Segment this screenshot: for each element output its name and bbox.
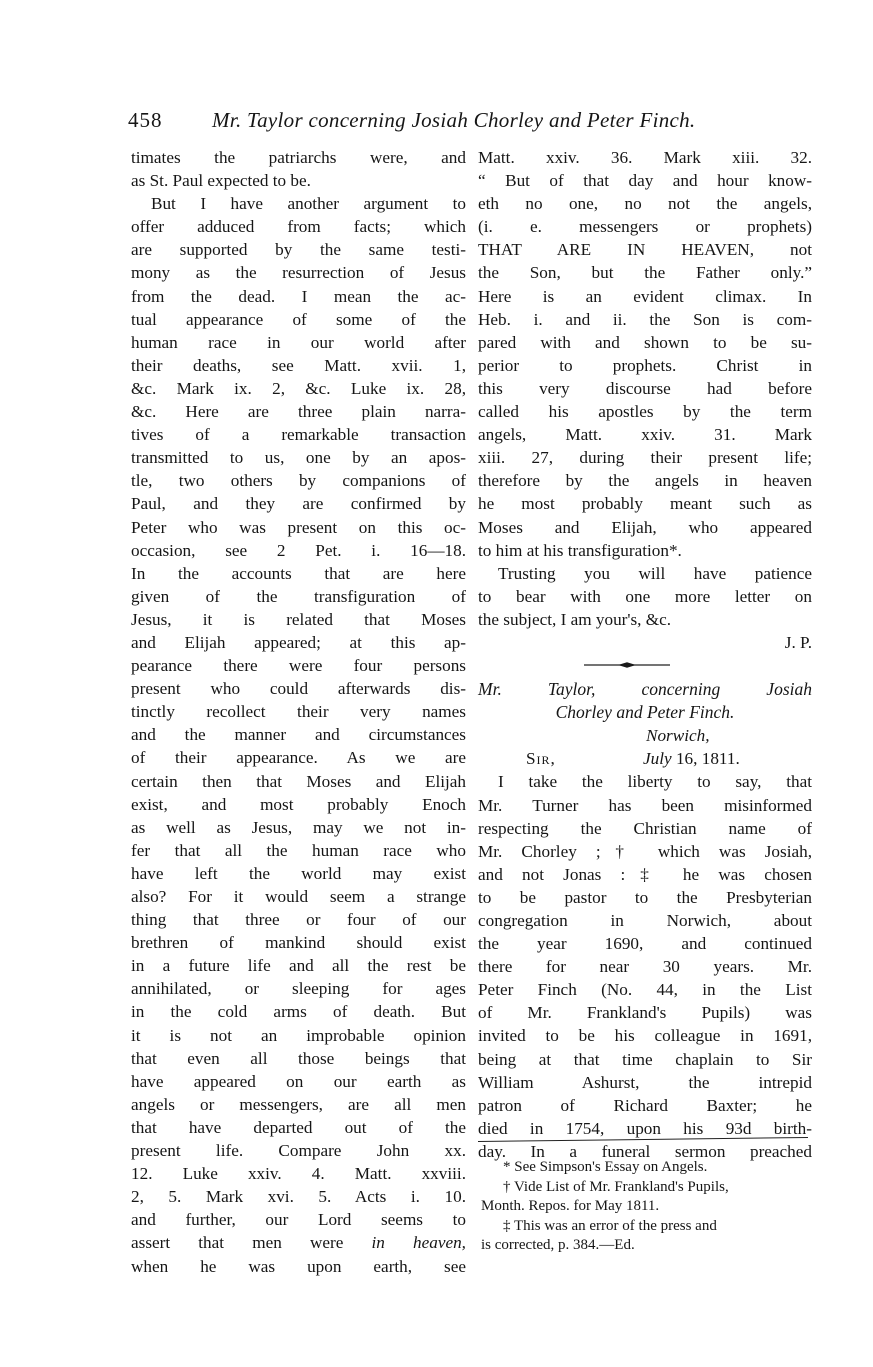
- date-day-year: 16, 1811.: [671, 749, 740, 769]
- signature: J. P.: [784, 632, 812, 652]
- text-line: and Elijah appeared; at this ap-: [131, 632, 466, 652]
- text-line: offer adduced from facts; which: [131, 217, 466, 237]
- text-line: congregation in Norwich, about: [478, 911, 812, 930]
- text-line: THAT ARE IN HEAVEN, not: [478, 240, 812, 260]
- text-line: In the accounts that are here: [131, 563, 466, 583]
- text-line: of their appearance. As we are: [131, 748, 466, 768]
- text-line: being at that time chaplain to Sir: [478, 1049, 812, 1069]
- text-line: respecting the Christian name of: [478, 818, 812, 838]
- running-title: Mr. Taylor concerning Josiah Chorley and Peter Finch.: [212, 108, 696, 132]
- text-line: Jesus, it is related that Moses: [131, 609, 466, 629]
- text-line: brethren of mankind should exist: [131, 933, 466, 953]
- text-line: have appeared on our earth as: [131, 1071, 466, 1091]
- text-line: the subject, I am your's, &c.: [478, 609, 672, 629]
- text-line: “ But of that day and hour know-: [478, 171, 812, 191]
- text-line: to bear with one more letter on: [478, 586, 812, 606]
- ornament-rule-icon: [584, 660, 670, 670]
- text-line: Here is an evident climax. In: [478, 286, 812, 306]
- text-line: to be pastor to the Presbyterian: [478, 887, 812, 907]
- text-line: 2, 5. Mark xvi. 5. Acts i. 10.: [131, 1187, 466, 1207]
- text-line: tual appearance of some of the: [131, 309, 466, 329]
- text-line: there for near 30 years. Mr.: [478, 957, 812, 977]
- date-month: July: [643, 749, 672, 769]
- text-line: &c. Mark ix. 2, &c. Luke ix. 28,: [131, 378, 466, 398]
- text-line: fer that all the human race who: [131, 840, 466, 860]
- text-line: exist, and most probably Enoch: [131, 794, 466, 814]
- text-line: invited to be his colleague in 1691,: [478, 1026, 812, 1046]
- footnotes: [481, 1158, 811, 1256]
- text-line: tinctly recollect their very names: [131, 702, 466, 722]
- text-line: Mr. Chorley ;† which was Josiah,: [478, 841, 812, 861]
- text-line: William Ashurst, the intrepid: [478, 1072, 812, 1092]
- text-line: 12. Luke xxiv. 4. Matt. xxviii.: [131, 1164, 466, 1184]
- text-line: he most probably meant such as: [478, 494, 812, 514]
- text-line: to him at his transfiguration*.: [478, 540, 682, 560]
- text-line: xiii. 27, during their present life;: [478, 448, 812, 468]
- text-line: as well as Jesus, may we not in-: [131, 817, 466, 837]
- running-header: [128, 103, 768, 137]
- text-line: that have departed out of the: [131, 1117, 466, 1137]
- text-line: are supported by the same testi-: [131, 240, 466, 260]
- text-line: Peter Finch (No. 44, in the List: [478, 980, 812, 1000]
- page-number: 458: [128, 108, 163, 132]
- footnote-asterisk: * See Simpson's Essay on Angels.: [503, 1159, 708, 1175]
- text-line: mony as the resurrection of Jesus: [131, 263, 466, 283]
- text-line: occasion, see 2 Pet. i. 16—18.: [131, 540, 466, 560]
- text-line: and not Jonas :‡ he was chosen: [478, 864, 812, 884]
- text-line: have left the world may exist: [131, 863, 466, 883]
- text-line: and further, our Lord seems to: [131, 1210, 466, 1230]
- text-line: as St. Paul expected to be.: [131, 171, 311, 191]
- text-line: Peter who was present on this oc-: [131, 517, 466, 537]
- text-line: the year 1690, and continued: [478, 934, 812, 954]
- text-line: thing that three or four of our: [131, 910, 466, 930]
- text-line: [131, 1231, 466, 1254]
- text-line: tives of a remarkable transaction: [131, 425, 466, 445]
- text-line: Matt. xxiv. 36. Mark xiii. 32.: [478, 148, 812, 167]
- left-column: [131, 146, 466, 1278]
- paragraph-start-line: I take the liberty to say, that: [498, 772, 812, 792]
- text-line: perior to prophets. Christ in: [478, 355, 812, 375]
- text-line: the Son, but the Father only.”: [478, 263, 812, 283]
- text-line: tle, two others by companions of: [131, 471, 466, 491]
- text-line: Moses and Elijah, who appeared: [478, 517, 812, 537]
- text-line: eth no one, no not the angels,: [478, 194, 812, 214]
- text-line: pearance there were four persons: [131, 656, 466, 676]
- text-line: when he was upon earth, see: [131, 1256, 466, 1276]
- text-line: called his apostles by the term: [478, 402, 812, 422]
- footnote-double-dagger-cont: is corrected, p. 384.—Ed.: [481, 1237, 635, 1254]
- text-line: present life. Compare John xx.: [131, 1141, 466, 1161]
- text-line: certain then that Moses and Elijah: [131, 771, 466, 791]
- article-title-line: Mr. Taylor, concerning Josiah: [478, 679, 812, 700]
- paragraph-start-line: But I have another argument to: [151, 194, 466, 214]
- text-line: and the manner and circumstances: [131, 725, 466, 745]
- footnote-dagger-cont: Month. Repos. for May 1811.: [481, 1198, 660, 1215]
- text-line: given of the transfiguration of: [131, 586, 466, 606]
- text-fragment: assert that men were: [131, 1233, 372, 1253]
- section-divider-ornament: [478, 654, 812, 678]
- text-line: &c. Here are three plain narra-: [131, 402, 466, 422]
- text-line: from the dead. I mean the ac-: [131, 286, 466, 306]
- text-line: in the cold arms of death. But: [131, 1002, 466, 1022]
- text-line: this very discourse had before: [478, 378, 812, 398]
- text-line: angels or messengers, are all men: [131, 1094, 466, 1114]
- text-line: Paul, and they are confirmed by: [131, 494, 466, 514]
- italic-emphasis: in heaven,: [371, 1233, 466, 1253]
- text-line: their deaths, see Matt. xvii. 1,: [131, 355, 466, 375]
- text-line: in a future life and all the rest be: [131, 956, 466, 976]
- text-line: also? For it would seem a strange: [131, 887, 466, 906]
- text-line: that even all those beings that: [131, 1048, 466, 1068]
- text-line: pared with and shown to be su-: [478, 332, 812, 352]
- text-line: present who could afterwards dis-: [131, 679, 466, 699]
- letter-date: [643, 747, 808, 770]
- article-title-line: Chorley and Peter Finch.: [555, 702, 735, 723]
- right-column: [478, 146, 812, 1163]
- paragraph-start-line: Trusting you will have patience: [498, 563, 812, 583]
- text-line: timates the patriarchs were, and: [131, 148, 466, 167]
- place-line: Norwich,: [646, 726, 710, 746]
- text-line: transmitted to us, one by an apos-: [131, 448, 466, 468]
- text-line: (i. e. messengers or prophets): [478, 217, 812, 237]
- text-line: angels, Matt. xxiv. 31. Mark: [478, 425, 812, 445]
- text-line: human race in our world after: [131, 332, 466, 352]
- text-line: died in 1754, upon his 93d birth-: [478, 1118, 812, 1138]
- footnote-double-dagger: ‡ This was an error of the press and: [503, 1217, 717, 1234]
- text-line: patron of Richard Baxter; he: [478, 1095, 812, 1115]
- text-line: day. In a funeral sermon preached: [478, 1141, 812, 1161]
- text-line: annihilated, or sleeping for ages: [131, 979, 466, 999]
- salutation: Sir,: [526, 749, 556, 769]
- text-line: Mr. Turner has been misinformed: [478, 795, 812, 815]
- text-line: of Mr. Frankland's Pupils) was: [478, 1003, 812, 1023]
- text-line: it is not an improbable opinion: [131, 1025, 466, 1045]
- footnote-dagger: † Vide List of Mr. Frankland's Pupils,: [503, 1178, 729, 1195]
- text-line: Heb. i. and ii. the Son is com-: [478, 309, 812, 329]
- text-line: therefore by the angels in heaven: [478, 471, 812, 491]
- salutation-date-line: [478, 747, 812, 770]
